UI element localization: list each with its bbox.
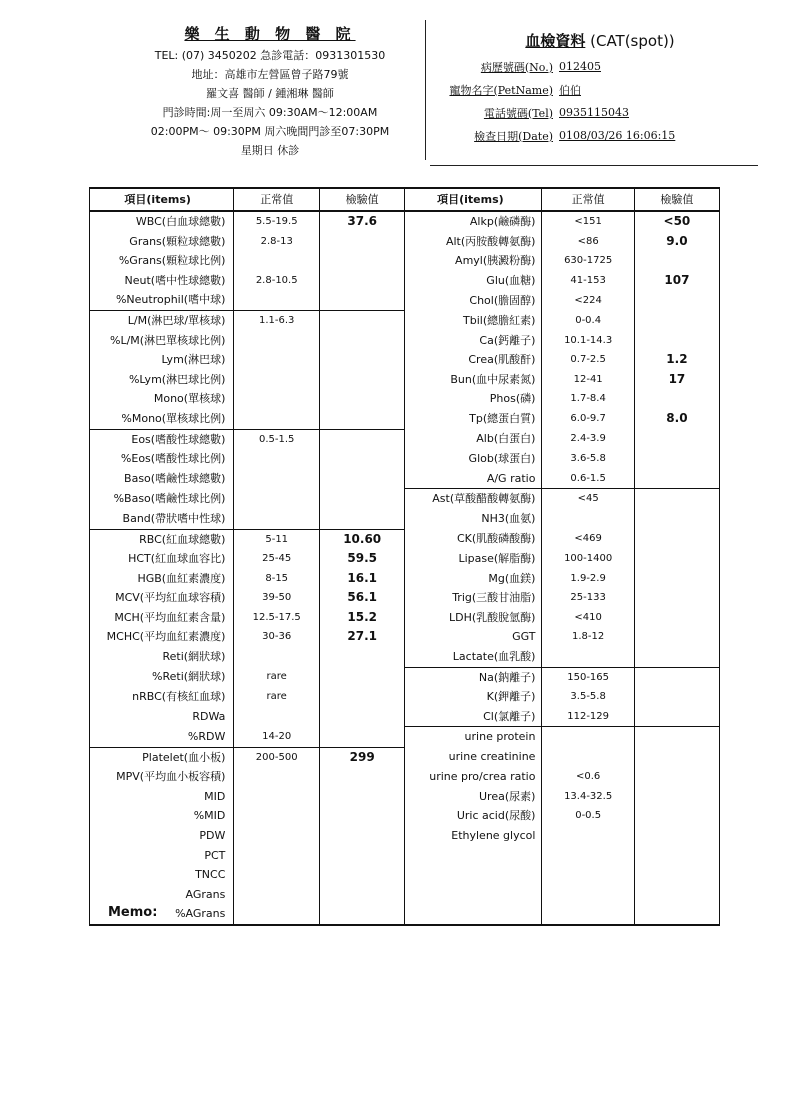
- normal-range: 30-36: [234, 627, 320, 647]
- info-label: 電話號碼(Tel): [483, 106, 553, 120]
- normal-range: [234, 251, 320, 271]
- test-value: [320, 846, 405, 866]
- test-value: [320, 429, 405, 449]
- normal-range: 14-20: [234, 727, 320, 747]
- clinic-header: [105, 25, 435, 160]
- normal-range: [234, 647, 320, 667]
- normal-range: 2.8-13: [234, 232, 320, 252]
- normal-range: 2.8-10.5: [234, 271, 320, 291]
- normal-range: [234, 767, 320, 787]
- table-row: [90, 509, 720, 529]
- test-value: [634, 627, 719, 647]
- table-row: [90, 389, 720, 409]
- test-value: [320, 251, 405, 271]
- item-name: Eos(嗜酸性球總數): [90, 429, 234, 449]
- test-value: [320, 271, 405, 291]
- item-name: [405, 885, 542, 905]
- test-value: [634, 727, 719, 747]
- normal-range: [234, 350, 320, 370]
- normal-range: 0-0.4: [542, 310, 634, 330]
- table-row: [90, 370, 720, 390]
- item-name: Tp(總蛋白質): [405, 409, 542, 429]
- item-name: HGB(血紅素濃度): [90, 569, 234, 589]
- table-row: [90, 608, 720, 628]
- normal-range: 0.6-1.5: [542, 469, 634, 489]
- clinic-hours-3: 星期日 休診: [240, 144, 300, 157]
- test-value: [634, 608, 719, 628]
- normal-range: 0-0.5: [542, 806, 634, 826]
- test-value: [634, 290, 719, 310]
- normal-range: [542, 747, 634, 767]
- item-name: Ast(草酸醋酸轉氨酶): [405, 489, 542, 509]
- normal-range: 41-153: [542, 271, 634, 291]
- header-underline: [430, 165, 758, 166]
- item-name: Phos(磷): [405, 389, 542, 409]
- table-row: [90, 211, 720, 232]
- item-name: Crea(肌酸酐): [405, 350, 542, 370]
- item-name: AGrans: [90, 885, 234, 905]
- normal-range: 10.1-14.3: [542, 331, 634, 351]
- test-value: [634, 885, 719, 905]
- normal-range: 5.5-19.5: [234, 211, 320, 232]
- normal-range: 150-165: [542, 667, 634, 687]
- test-value: [634, 389, 719, 409]
- item-name: Alb(白蛋白): [405, 429, 542, 449]
- test-value: [320, 290, 405, 310]
- item-name: Reti(網狀球): [90, 647, 234, 667]
- normal-range: [234, 865, 320, 885]
- table-row: [90, 549, 720, 569]
- table-row: [90, 489, 720, 509]
- test-value: [634, 687, 719, 707]
- table-header-row: [90, 188, 720, 211]
- normal-range: 2.4-3.9: [542, 429, 634, 449]
- table-row: [90, 331, 720, 351]
- test-value: 59.5: [320, 549, 405, 569]
- item-name: %Reti(網狀球): [90, 667, 234, 687]
- item-name: Amyl(胰澱粉酶): [405, 251, 542, 271]
- item-name: RBC(紅血球總數): [90, 529, 234, 549]
- clinic-hours-2: 02:00PM～ 09:30PM 周六晚間門診至07:30PM: [150, 125, 390, 138]
- item-name: Band(帶狀嗜中性球): [90, 509, 234, 529]
- clinic-address: 地址：高雄市左營區曾子路79號: [191, 68, 349, 81]
- header-normal-left: 正常值: [234, 188, 320, 211]
- item-name: %Grans(顆粒球比例): [90, 251, 234, 271]
- test-value: [634, 509, 719, 529]
- test-value: [320, 509, 405, 529]
- test-value: [634, 707, 719, 727]
- table-row: [90, 627, 720, 647]
- table-row: [90, 826, 720, 846]
- table-row: [90, 409, 720, 429]
- test-value: [634, 667, 719, 687]
- item-name: urine pro/crea ratio: [405, 767, 542, 787]
- normal-range: [542, 865, 634, 885]
- normal-range: 3.6-5.8: [542, 449, 634, 469]
- item-name: Ethylene glycol: [405, 826, 542, 846]
- normal-range: rare: [234, 687, 320, 707]
- test-value: [320, 232, 405, 252]
- normal-range: 3.5-5.8: [542, 687, 634, 707]
- test-value: 299: [320, 747, 405, 767]
- header-value-right: 檢驗值: [634, 188, 719, 211]
- item-name: Ca(鈣離子): [405, 331, 542, 351]
- memo-label: Memo:: [108, 905, 158, 920]
- item-name: urine protein: [405, 727, 542, 747]
- test-value: [634, 549, 719, 569]
- table-row: [90, 787, 720, 807]
- header-divider: [425, 20, 426, 160]
- item-name: %RDW: [90, 727, 234, 747]
- normal-range: [542, 509, 634, 529]
- clinic-hours-1: 門診時間:周一至周六 09:30AM～12:00AM: [162, 106, 378, 119]
- test-value: [320, 389, 405, 409]
- normal-range: 25-133: [542, 588, 634, 608]
- info-row-no: [445, 55, 755, 78]
- normal-range: [234, 509, 320, 529]
- test-value: [634, 767, 719, 787]
- test-value: [320, 865, 405, 885]
- test-value: [634, 449, 719, 469]
- normal-range: [234, 787, 320, 807]
- normal-range: rare: [234, 667, 320, 687]
- normal-range: [542, 904, 634, 925]
- item-name: MID: [90, 787, 234, 807]
- table-row: [90, 727, 720, 747]
- table-row: [90, 429, 720, 449]
- table-row: [90, 767, 720, 787]
- normal-range: 8-15: [234, 569, 320, 589]
- test-value: [320, 449, 405, 469]
- normal-range: 0.7-2.5: [542, 350, 634, 370]
- info-row-petname: [445, 78, 755, 101]
- item-name: TNCC: [90, 865, 234, 885]
- test-value: [634, 429, 719, 449]
- table-row: [90, 271, 720, 291]
- item-name: Na(鈉離子): [405, 667, 542, 687]
- normal-range: [234, 389, 320, 409]
- table-row: [90, 449, 720, 469]
- item-name: Baso(嗜鹼性球總數): [90, 469, 234, 489]
- table-row: [90, 687, 720, 707]
- header-value-left: 檢驗值: [320, 188, 405, 211]
- normal-range: 25-45: [234, 549, 320, 569]
- test-value: [320, 370, 405, 390]
- test-value: [320, 885, 405, 905]
- item-name: MPV(平均血小板容積): [90, 767, 234, 787]
- item-name: NH3(血氨): [405, 509, 542, 529]
- test-value: [634, 747, 719, 767]
- item-name: Chol(膽固醇): [405, 290, 542, 310]
- item-name: PDW: [90, 826, 234, 846]
- normal-range: [234, 370, 320, 390]
- table-row: [90, 232, 720, 252]
- blood-test-table: [89, 187, 720, 926]
- normal-range: 12-41: [542, 370, 634, 390]
- normal-range: 1.8-12: [542, 627, 634, 647]
- item-name: LDH(乳酸脫氫酶): [405, 608, 542, 628]
- test-value: 15.2: [320, 608, 405, 628]
- item-name: MCV(平均紅血球容積): [90, 588, 234, 608]
- info-label: 病歷號碼(No.): [480, 60, 553, 74]
- test-value: [634, 489, 719, 509]
- normal-range: 0.5-1.5: [234, 429, 320, 449]
- normal-range: <0.6: [542, 767, 634, 787]
- normal-range: 5-11: [234, 529, 320, 549]
- table-row: [90, 647, 720, 667]
- item-name: MCH(平均血紅素含量): [90, 608, 234, 628]
- report-info: [445, 30, 755, 147]
- item-name: Uric acid(尿酸): [405, 806, 542, 826]
- table-row: [90, 310, 720, 330]
- header-item-right: 項目(items): [405, 188, 542, 211]
- item-name: A/G ratio: [405, 469, 542, 489]
- normal-range: 1.1-6.3: [234, 310, 320, 330]
- test-value: 16.1: [320, 569, 405, 589]
- test-value: [320, 806, 405, 826]
- item-name: %Eos(嗜酸性球比例): [90, 449, 234, 469]
- test-value: 27.1: [320, 627, 405, 647]
- test-value: [320, 707, 405, 727]
- normal-range: 12.5-17.5: [234, 608, 320, 628]
- test-value: 9.0: [634, 232, 719, 252]
- table-row: [90, 469, 720, 489]
- test-value: 37.6: [320, 211, 405, 232]
- item-name: Grans(顆粒球總數): [90, 232, 234, 252]
- test-value: 1.2: [634, 350, 719, 370]
- normal-range: [234, 707, 320, 727]
- item-name: Tbil(總膽紅素): [405, 310, 542, 330]
- table-row: [90, 251, 720, 271]
- item-name: %Neutrophil(嗜中球): [90, 290, 234, 310]
- item-name: Glob(球蛋白): [405, 449, 542, 469]
- normal-range: 100-1400: [542, 549, 634, 569]
- test-value: [634, 529, 719, 549]
- info-value: 012405: [559, 60, 601, 73]
- normal-range: <151: [542, 211, 634, 232]
- item-name: Cl(氯離子): [405, 707, 542, 727]
- test-value: [320, 310, 405, 330]
- normal-range: <410: [542, 608, 634, 628]
- normal-range: [234, 331, 320, 351]
- normal-range: [234, 846, 320, 866]
- item-name: Lactate(血乳酸): [405, 647, 542, 667]
- header-item-left: 項目(items): [90, 188, 234, 211]
- item-name: PCT: [90, 846, 234, 866]
- test-value: 107: [634, 271, 719, 291]
- test-value: [634, 904, 719, 925]
- table-row: [90, 569, 720, 589]
- item-name: [405, 846, 542, 866]
- item-name: %Lym(淋巴球比例): [90, 370, 234, 390]
- info-row-date: [445, 124, 755, 147]
- test-value: [320, 727, 405, 747]
- info-value: 0935115043: [559, 106, 629, 119]
- test-value: [634, 826, 719, 846]
- clinic-name: 樂 生 動 物 醫 院: [184, 25, 356, 43]
- table-row: [90, 529, 720, 549]
- item-name: Urea(尿素): [405, 787, 542, 807]
- normal-range: 13.4-32.5: [542, 787, 634, 807]
- item-name: Trig(三酸甘油脂): [405, 588, 542, 608]
- clinic-phone: TEL: (07) 3450202 急診電話：0931301530: [154, 49, 386, 62]
- item-name: MCHC(平均血紅素濃度): [90, 627, 234, 647]
- normal-range: <469: [542, 529, 634, 549]
- normal-range: 112-129: [542, 707, 634, 727]
- normal-range: 1.9-2.9: [542, 569, 634, 589]
- item-name: Lipase(解脂酶): [405, 549, 542, 569]
- item-name: %Baso(嗜鹼性球比例): [90, 489, 234, 509]
- normal-range: [542, 727, 634, 747]
- item-name: Bun(血中尿素氮): [405, 370, 542, 390]
- item-name: Platelet(血小板): [90, 747, 234, 767]
- table-row: [90, 290, 720, 310]
- test-value: [320, 767, 405, 787]
- report-subtitle: (CAT(spot)): [590, 32, 675, 50]
- test-value: [320, 687, 405, 707]
- test-value: 10.60: [320, 529, 405, 549]
- test-value: [320, 489, 405, 509]
- item-name: [405, 904, 542, 925]
- test-value: [320, 469, 405, 489]
- table-row: [90, 806, 720, 826]
- normal-range: [234, 826, 320, 846]
- normal-range: [234, 409, 320, 429]
- test-value: [320, 826, 405, 846]
- test-value: [634, 846, 719, 866]
- item-name: Glu(血糖): [405, 271, 542, 291]
- test-value: [634, 647, 719, 667]
- normal-range: 39-50: [234, 588, 320, 608]
- test-value: [634, 251, 719, 271]
- table-row: [90, 885, 720, 905]
- table-row: [90, 707, 720, 727]
- test-value: 56.1: [320, 588, 405, 608]
- table-row: [90, 350, 720, 370]
- info-row-tel: [445, 101, 755, 124]
- test-value: [634, 787, 719, 807]
- item-name: Mono(單核球): [90, 389, 234, 409]
- normal-range: 630-1725: [542, 251, 634, 271]
- item-name: RDWa: [90, 707, 234, 727]
- normal-range: [542, 846, 634, 866]
- normal-range: [234, 806, 320, 826]
- test-value: [320, 904, 405, 925]
- test-value: [634, 569, 719, 589]
- test-value: [320, 787, 405, 807]
- item-name: CK(肌酸磷酸酶): [405, 529, 542, 549]
- table-row: [90, 667, 720, 687]
- test-value: <50: [634, 211, 719, 232]
- item-name: Alt(丙胺酸轉氨酶): [405, 232, 542, 252]
- normal-range: [234, 904, 320, 925]
- test-value: [634, 331, 719, 351]
- item-name: Mg(血鎂): [405, 569, 542, 589]
- normal-range: <45: [542, 489, 634, 509]
- test-value: [634, 865, 719, 885]
- item-name: L/M(淋巴球/單核球): [90, 310, 234, 330]
- normal-range: <224: [542, 290, 634, 310]
- info-label: 檢查日期(Date): [474, 129, 553, 143]
- test-value: [634, 806, 719, 826]
- normal-range: <86: [542, 232, 634, 252]
- report-title-text: 血檢資料: [525, 32, 586, 50]
- item-name: urine creatinine: [405, 747, 542, 767]
- normal-range: [234, 449, 320, 469]
- info-value: 0108/03/26 16:06:15: [559, 129, 676, 142]
- normal-range: [542, 826, 634, 846]
- normal-range: 6.0-9.7: [542, 409, 634, 429]
- item-name: WBC(白血球總數): [90, 211, 234, 232]
- table-row: [90, 588, 720, 608]
- test-value: [634, 469, 719, 489]
- test-value: [320, 331, 405, 351]
- item-name: %MID: [90, 806, 234, 826]
- item-name: GGT: [405, 627, 542, 647]
- test-value: [634, 310, 719, 330]
- normal-range: [234, 489, 320, 509]
- test-value: [320, 647, 405, 667]
- table-row: [90, 747, 720, 767]
- normal-range: [234, 290, 320, 310]
- normal-range: [234, 469, 320, 489]
- test-value: [320, 667, 405, 687]
- test-value: 8.0: [634, 409, 719, 429]
- item-name: %Mono(單核球比例): [90, 409, 234, 429]
- test-value: [634, 588, 719, 608]
- normal-range: [542, 647, 634, 667]
- info-value: 伯伯: [559, 83, 581, 97]
- item-name: %L/M(淋巴單核球比例): [90, 331, 234, 351]
- normal-range: [542, 885, 634, 905]
- header-normal-right: 正常值: [542, 188, 634, 211]
- item-name: HCT(紅血球血容比): [90, 549, 234, 569]
- item-name: K(鉀離子): [405, 687, 542, 707]
- info-label: 寵物名字(PetName): [449, 83, 553, 97]
- item-name: [405, 865, 542, 885]
- report-title: [445, 30, 755, 51]
- table-row: [90, 846, 720, 866]
- item-name: Lym(淋巴球): [90, 350, 234, 370]
- table-row: [90, 904, 720, 925]
- table-row: [90, 865, 720, 885]
- test-value: [320, 350, 405, 370]
- normal-range: [234, 885, 320, 905]
- item-name: nRBC(有核紅血球): [90, 687, 234, 707]
- test-value: 17: [634, 370, 719, 390]
- normal-range: 200-500: [234, 747, 320, 767]
- item-name: %AGrans: [90, 904, 234, 925]
- item-name: Alkp(鹼磷酶): [405, 211, 542, 232]
- test-value: [320, 409, 405, 429]
- clinic-doctors: 羅文喜 醫師 / 鍾湘琳 醫師: [206, 87, 334, 100]
- item-name: Neut(嗜中性球總數): [90, 271, 234, 291]
- normal-range: 1.7-8.4: [542, 389, 634, 409]
